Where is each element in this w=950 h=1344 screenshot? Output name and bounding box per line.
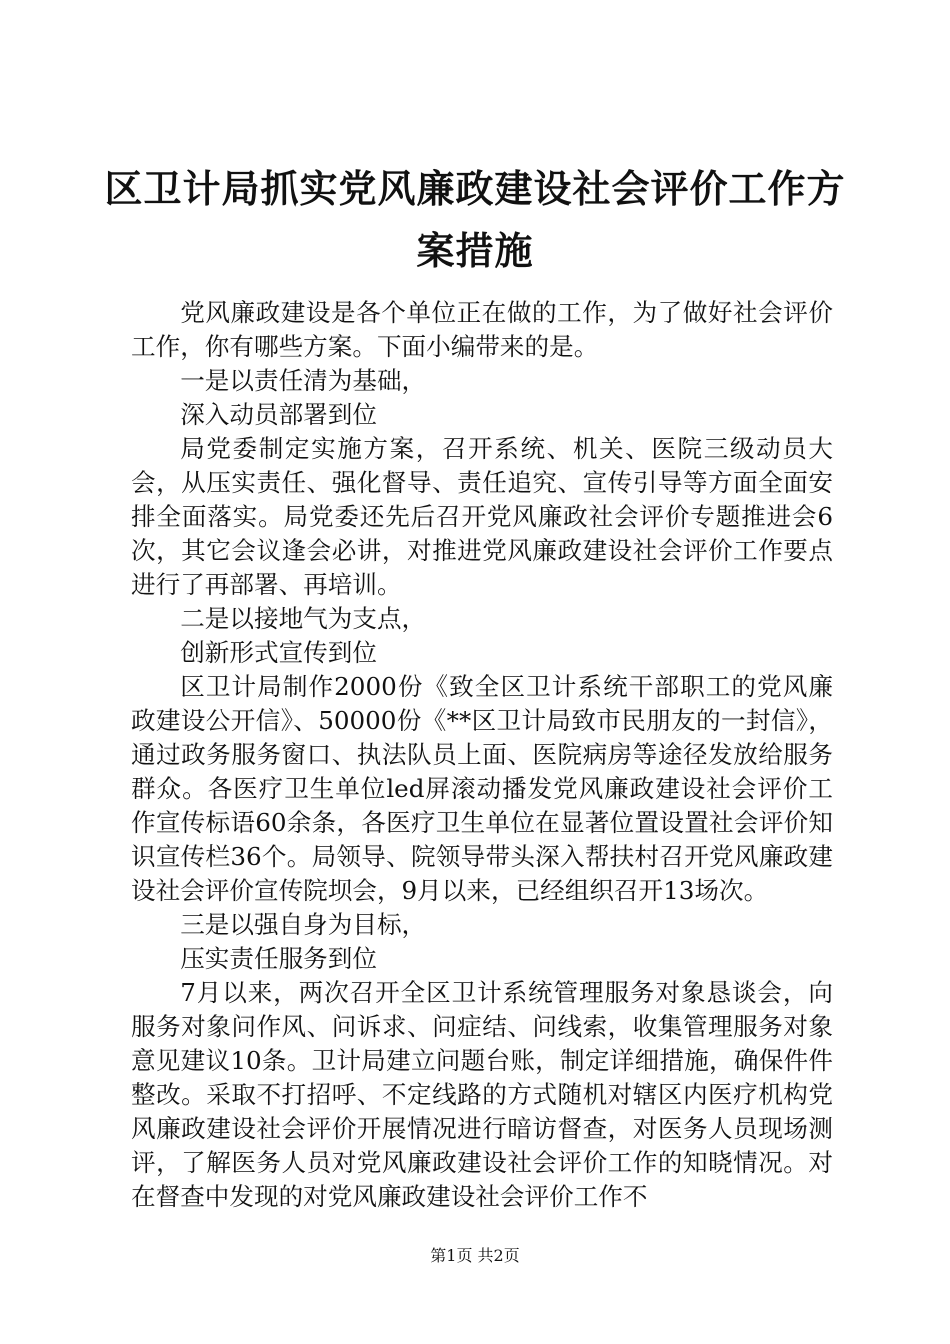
paragraph-section-2: 区卫计局制作2000份《致全区卫计系统干部职工的党风廉政建设公开信》、50000份《**区卫计局致市民朋友的一封信》，通过政务服务窗口、执法队员上面、医院病房等途径发放给服务群众。各医疗卫生单位led屏滚动播发党风廉政建设社会评价工作宣传标语60余条，各医疗卫生单位在显著位置设置社会评价知识宣传栏36个。局领导、院领导带头深入帮扶村召开党风廉政建设社会评价宣传院坝会，9月以来，已经组织召开13场次。: [131, 672, 833, 905]
section-subheading-1: 深入动员部署到位: [180, 400, 377, 429]
section-heading-3: 三是以强自身为目标，: [180, 910, 427, 939]
document-title: 区卫计局抓实党风廉政建设社会评价工作方案措施: [104, 166, 846, 273]
section-subheading-2: 创新形式宣传到位: [180, 638, 377, 667]
page-footer: 第1页 共2页: [430, 1246, 520, 1265]
document-body: [131, 296, 833, 1214]
paragraph-intro: 党风廉政建设是各个单位正在做的工作，为了做好社会评价工作，你有哪些方案。下面小编带来的是。: [131, 298, 833, 361]
section-heading-2: 二是以接地气为支点，: [180, 604, 427, 633]
section-subheading-3: 压实责任服务到位: [180, 944, 377, 973]
paragraph-section-1: 局党委制定实施方案，召开系统、机关、医院三级动员大会，从压实责任、强化督导、责任追究、宣传引导等方面全面安排全面落实。局党委还先后召开党风廉政社会评价专题推进会6次，其它会议逢会必讲，对推进党风廉政建设社会评价工作要点进行了再部署、再培训。: [131, 434, 833, 599]
paragraph-section-3: 7月以来，两次召开全区卫计系统管理服务对象恳谈会，向服务对象问作风、问诉求、问症结、问线索，收集管理服务对象意见建议10条。卫计局建立问题台账，制定详细措施，确保件件整改。采取不打招呼、不定线路的方式随机对辖区内医疗机构党风廉政建设社会评价开展情况进行暗访督查，对医务人员现场测评，了解医务人员对党风廉政建设社会评价工作的知晓情况。对在督查中发现的对党风廉政建设社会评价工作不: [131, 978, 833, 1211]
section-heading-1: 一是以责任清为基础，: [180, 366, 427, 395]
